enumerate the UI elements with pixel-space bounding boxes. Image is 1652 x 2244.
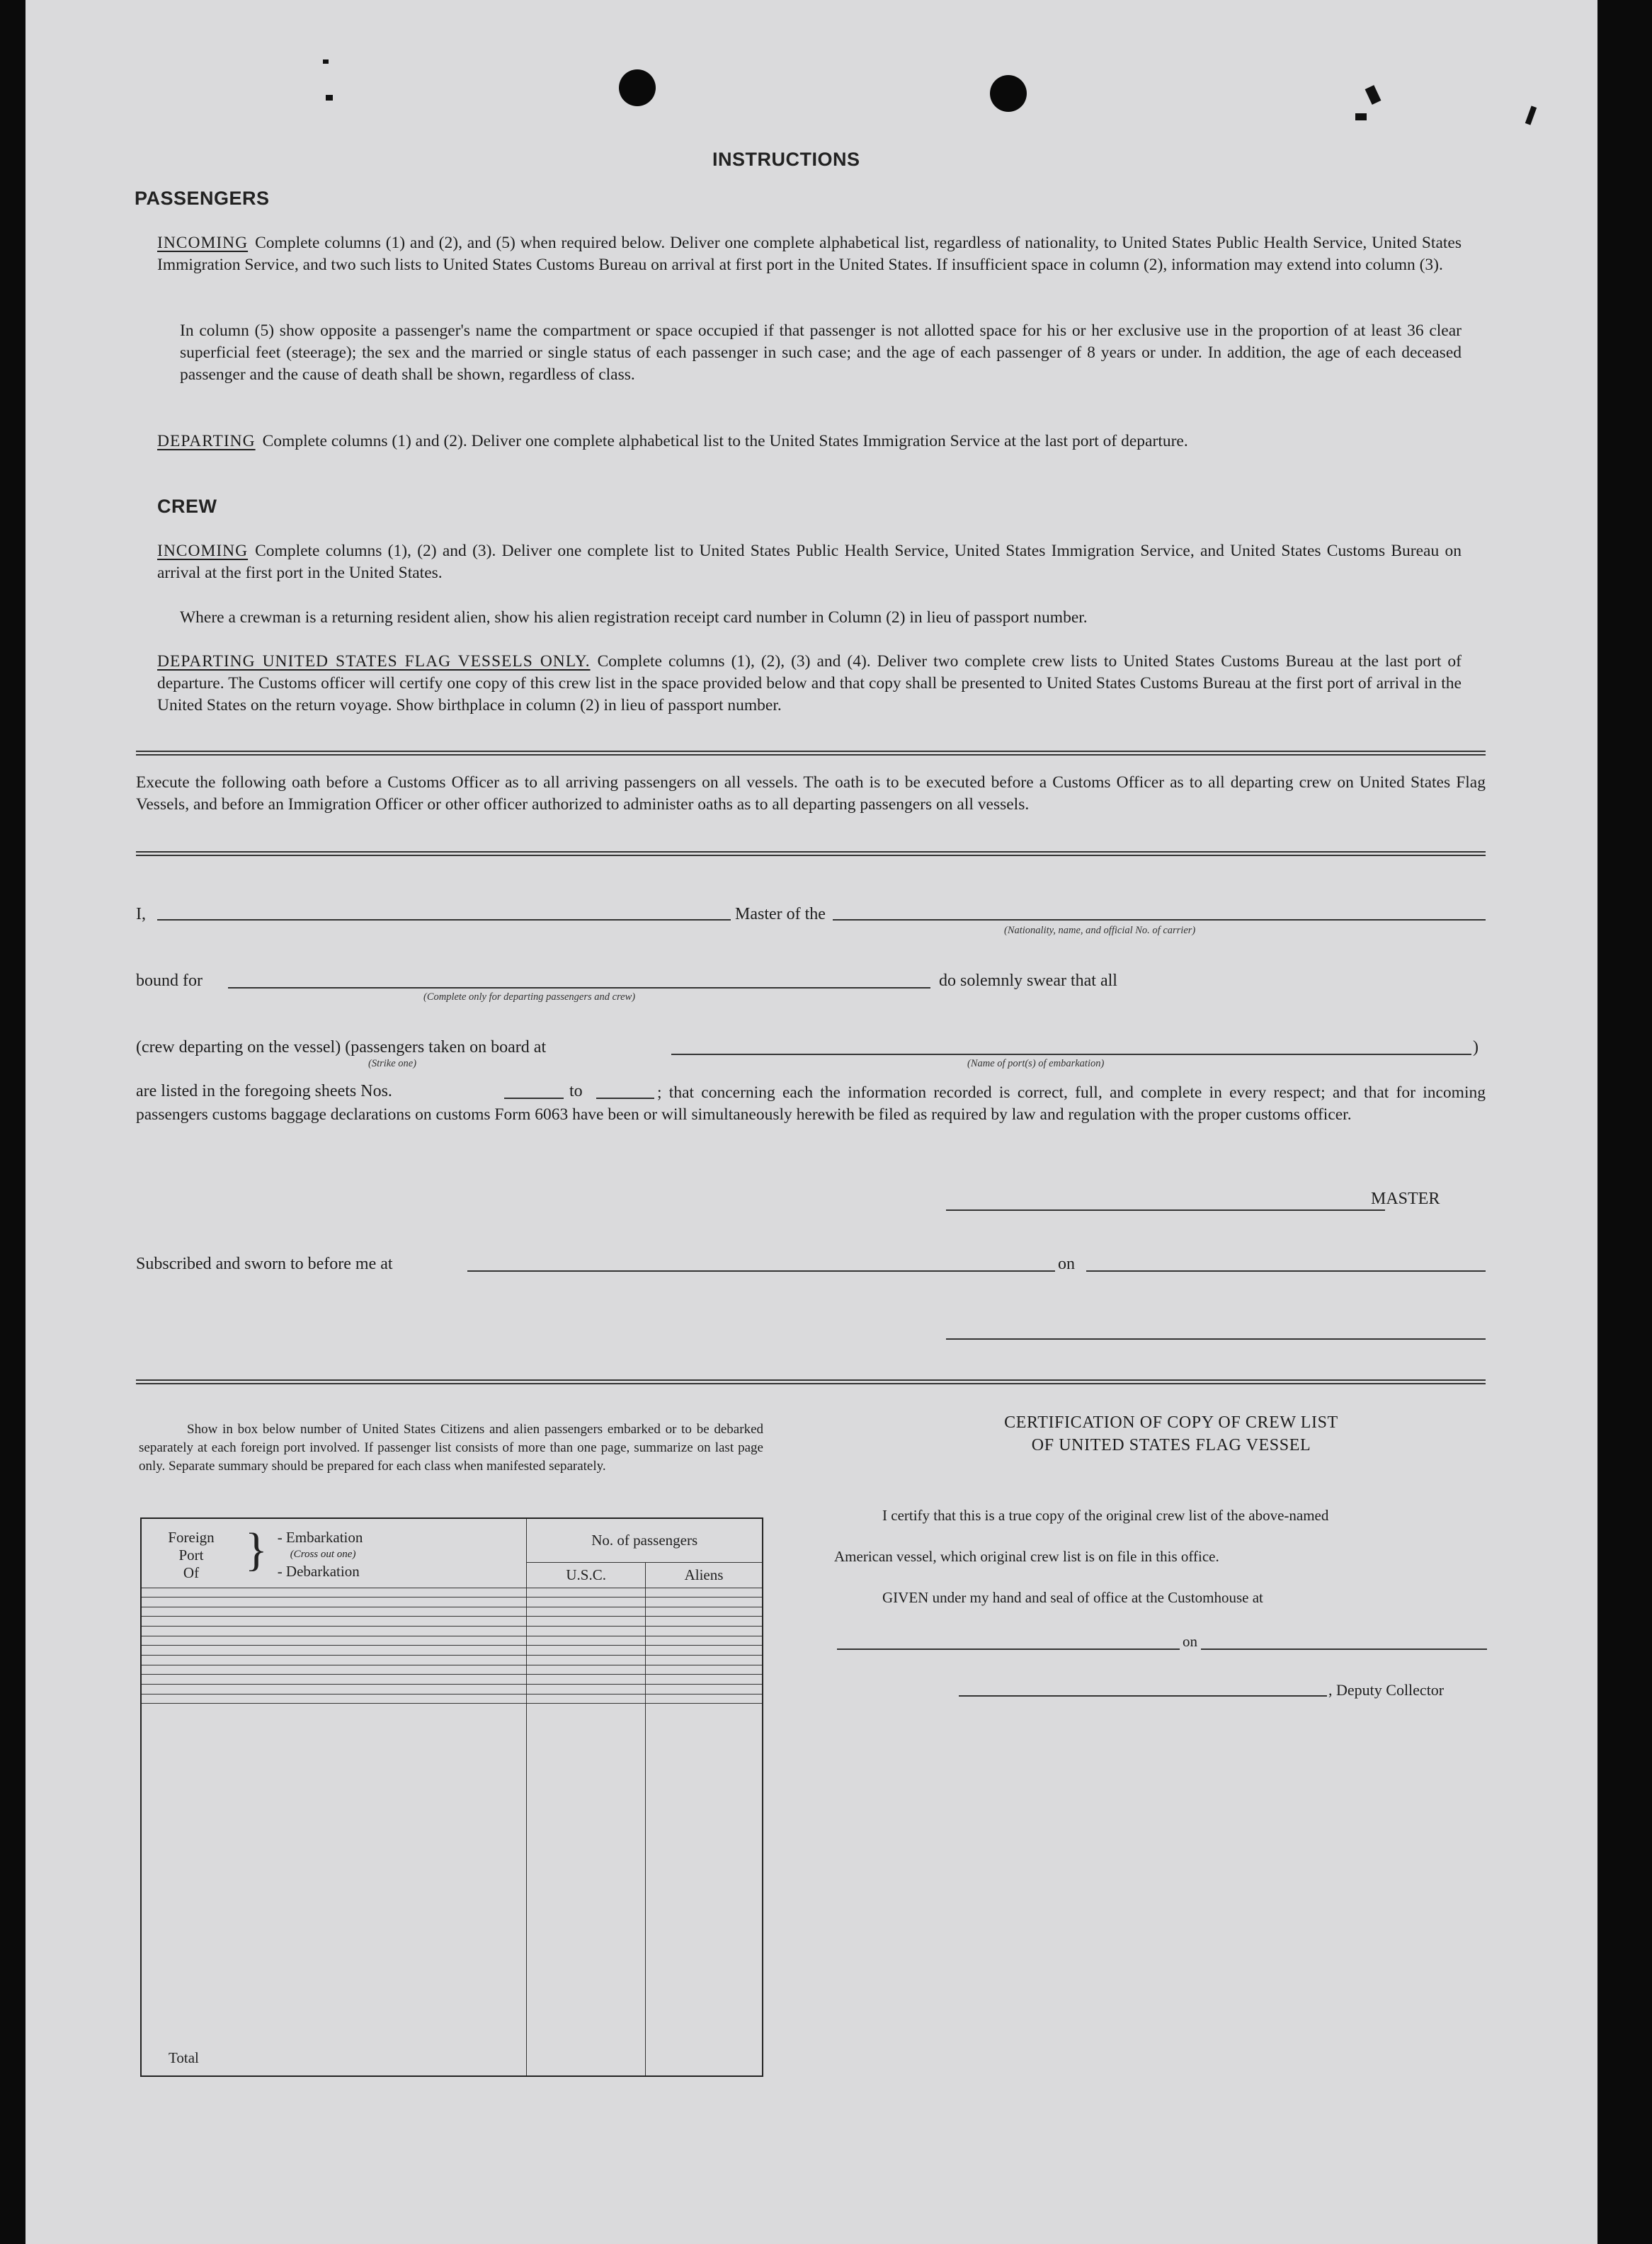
page-title: INSTRUCTIONS	[712, 149, 860, 170]
deputy-signature-field[interactable]	[959, 1695, 1327, 1697]
ink-mark	[1525, 106, 1537, 125]
port-hint: (Name of port(s) of embarkation)	[967, 1058, 1105, 1069]
sworn-date-field[interactable]	[1086, 1270, 1486, 1272]
certification-on-label: on	[1183, 1633, 1197, 1650]
master-of-label: Master of the	[735, 905, 826, 923]
brace-icon: }	[245, 1524, 268, 1576]
ink-mark	[1365, 85, 1382, 105]
oath-i-label: I,	[136, 905, 146, 923]
table-row[interactable]	[141, 1597, 763, 1607]
passenger-summary-table	[140, 1517, 763, 2077]
certify-line2: American vessel, which original crew list is on file in this office.	[834, 1548, 1219, 1565]
crew-incoming-paragraph	[157, 540, 1462, 584]
table-row[interactable]	[141, 1694, 763, 1704]
master-name-field[interactable]	[157, 919, 731, 921]
listed-prefix: are listed in the foregoing sheets Nos.	[136, 1082, 392, 1100]
customhouse-field[interactable]	[837, 1648, 1180, 1650]
passengers-departing-paragraph	[157, 431, 1462, 452]
embarkation-port-field[interactable]	[671, 1054, 1471, 1055]
total-row[interactable]	[141, 1704, 763, 2076]
embarkation-label[interactable]: - Embarkation	[277, 1529, 363, 1546]
table-row[interactable]	[141, 1665, 763, 1675]
ink-mark	[326, 95, 333, 101]
master-label: MASTER	[1371, 1190, 1440, 1208]
sworn-place-field[interactable]	[467, 1270, 1055, 1272]
passengers-heading: PASSENGERS	[135, 188, 270, 209]
passengers-incoming-text: Complete columns (1) and (2), and (5) when required below. Deliver one complete alphabetical list, regardless of nationality, to United States Public Health Service, United States Immigration Service, and two such lists to United States Customs Bureau on arrival at first port in the United States. If insufficient space in column (2), information may extend into column (3).	[157, 234, 1462, 274]
punch-hole-left	[619, 69, 656, 106]
table-row[interactable]	[141, 1646, 763, 1656]
certify-line1: I certify that this is a true copy of the original crew list of the above-named	[882, 1507, 1329, 1524]
aliens-header: Aliens	[645, 1562, 763, 1588]
certification-title-line1: CERTIFICATION OF COPY OF CREW LIST	[1004, 1413, 1338, 1432]
swear-label: do solemnly swear that all	[939, 972, 1117, 990]
section-divider	[136, 751, 1486, 756]
to-label: to	[569, 1082, 583, 1100]
table-row[interactable]	[141, 1617, 763, 1627]
table-row[interactable]	[141, 1627, 763, 1636]
certification-title-line2: OF UNITED STATES FLAG VESSEL	[1031, 1436, 1311, 1454]
foreign-port-header	[141, 1518, 527, 1588]
resident-alien-paragraph: Where a crewman is a returning resident alien, show his alien registration receipt card number in Column (2) in lieu of passport number.	[180, 608, 1088, 627]
close-paren: )	[1473, 1038, 1479, 1056]
table-row[interactable]	[141, 1588, 763, 1597]
no-passengers-header: No. of passengers	[527, 1518, 763, 1562]
oath-intro: Execute the following oath before a Customs Officer as to all arriving passengers on all vessels. The oath is to be executed before a Customs Officer as to all departing crew on United States Flag Vessels, and before an Immigration Officer or other officer authorized to administer oaths as to all departing passengers on all vessels.	[136, 773, 1486, 814]
ink-mark	[1355, 113, 1367, 120]
cross-out-hint: (Cross out one)	[290, 1549, 356, 1560]
master-signature-field[interactable]	[946, 1209, 1385, 1211]
on-label: on	[1058, 1255, 1075, 1273]
port-label: Port	[178, 1547, 204, 1564]
punch-hole-right	[990, 75, 1027, 112]
passengers-incoming-label: INCOMING	[157, 234, 249, 252]
carrier-field[interactable]	[833, 919, 1486, 921]
table-row[interactable]	[141, 1656, 763, 1665]
form-page	[25, 0, 1597, 2244]
section-divider	[136, 851, 1486, 856]
crew-departing-paragraph	[157, 651, 1462, 717]
crew-departing-label: (crew departing on the vessel) (passengers taken on board at	[136, 1038, 547, 1056]
table-row[interactable]	[141, 1636, 763, 1646]
table-row[interactable]	[141, 1685, 763, 1695]
certification-date-field[interactable]	[1201, 1648, 1487, 1650]
usc-header: U.S.C.	[527, 1562, 646, 1588]
bound-for-label: bound for	[136, 972, 203, 990]
crew-departing-text: Complete columns (1), (2), (3) and (4). Deliver two complete crew lists to United States Customs Bureau at the last port of departure. The Customs officer will certify one copy of this crew list in the space provided below and that copy shall be presented to United States Customs Bureau at the first port of arrival in the United States on the return voyage. Show birthplace in column (2) in lieu of passport number.	[157, 652, 1462, 714]
passengers-departing-text: Complete columns (1) and (2). Deliver one complete alphabetical list to the United States Immigration Service at the last port of departure.	[262, 432, 1188, 450]
of-label: Of	[183, 1564, 200, 1581]
bound-hint: (Complete only for departing passengers and crew)	[423, 991, 636, 1003]
table-row[interactable]	[141, 1675, 763, 1685]
section-divider	[136, 1379, 1486, 1384]
carrier-hint: (Nationality, name, and official No. of carrier)	[1004, 925, 1196, 936]
debarkation-label[interactable]: - Debarkation	[277, 1563, 360, 1580]
crew-incoming-label: INCOMING	[157, 542, 249, 560]
given-line: GIVEN under my hand and seal of office at the Customhouse at	[882, 1589, 1263, 1606]
total-label: Total	[141, 1704, 527, 2076]
table-row[interactable]	[141, 1607, 763, 1617]
crew-departing-label: DEPARTING UNITED STATES FLAG VESSELS ONLY.	[157, 652, 591, 671]
crew-incoming-text: Complete columns (1), (2) and (3). Deliver one complete list to United States Public Health Service, United States Immigration Service, and United States Customs Bureau on arrival at the first port in the United States.	[157, 542, 1462, 582]
summary-instructions: Show in box below number of United States Citizens and alien passengers embarked or to be debarked separately at each foreign port involved. If passenger list consists of more than one page, summarize on last page only. Separate summary should be prepared for each class when manifested separately.	[139, 1422, 763, 1474]
officer-signature-field[interactable]	[946, 1338, 1486, 1340]
deputy-collector-label: , Deputy Collector	[1328, 1681, 1445, 1699]
ink-mark	[323, 59, 329, 64]
passengers-incoming-paragraph	[157, 232, 1462, 276]
crew-heading: CREW	[157, 496, 217, 517]
strike-one-hint: (Strike one)	[368, 1058, 417, 1069]
destination-field[interactable]	[228, 987, 930, 989]
listed-rest: ; that concerning each the information recorded is correct, full, and complete in every respect; and that for incoming passengers customs baggage declarations on customs Form 6063 have been or will simultaneously herewith be filed as required by law and regulation with the proper customs officer.	[136, 1083, 1486, 1124]
subscribed-label: Subscribed and sworn to before me at	[136, 1255, 393, 1273]
passengers-departing-label: DEPARTING	[157, 432, 256, 450]
column5-paragraph: In column (5) show opposite a passenger's name the compartment or space occupied if that passenger is not allotted space for his or her exclusive use in the proportion of at least 36 clear superficial feet (steerage); the sex and the married or single status of each passenger in such case; and the age of each passenger of 8 years or under. In addition, the age of each deceased passenger and the cause of death shall be shown, regardless of class.	[180, 321, 1462, 384]
foreign-label: Foreign	[168, 1529, 215, 1546]
